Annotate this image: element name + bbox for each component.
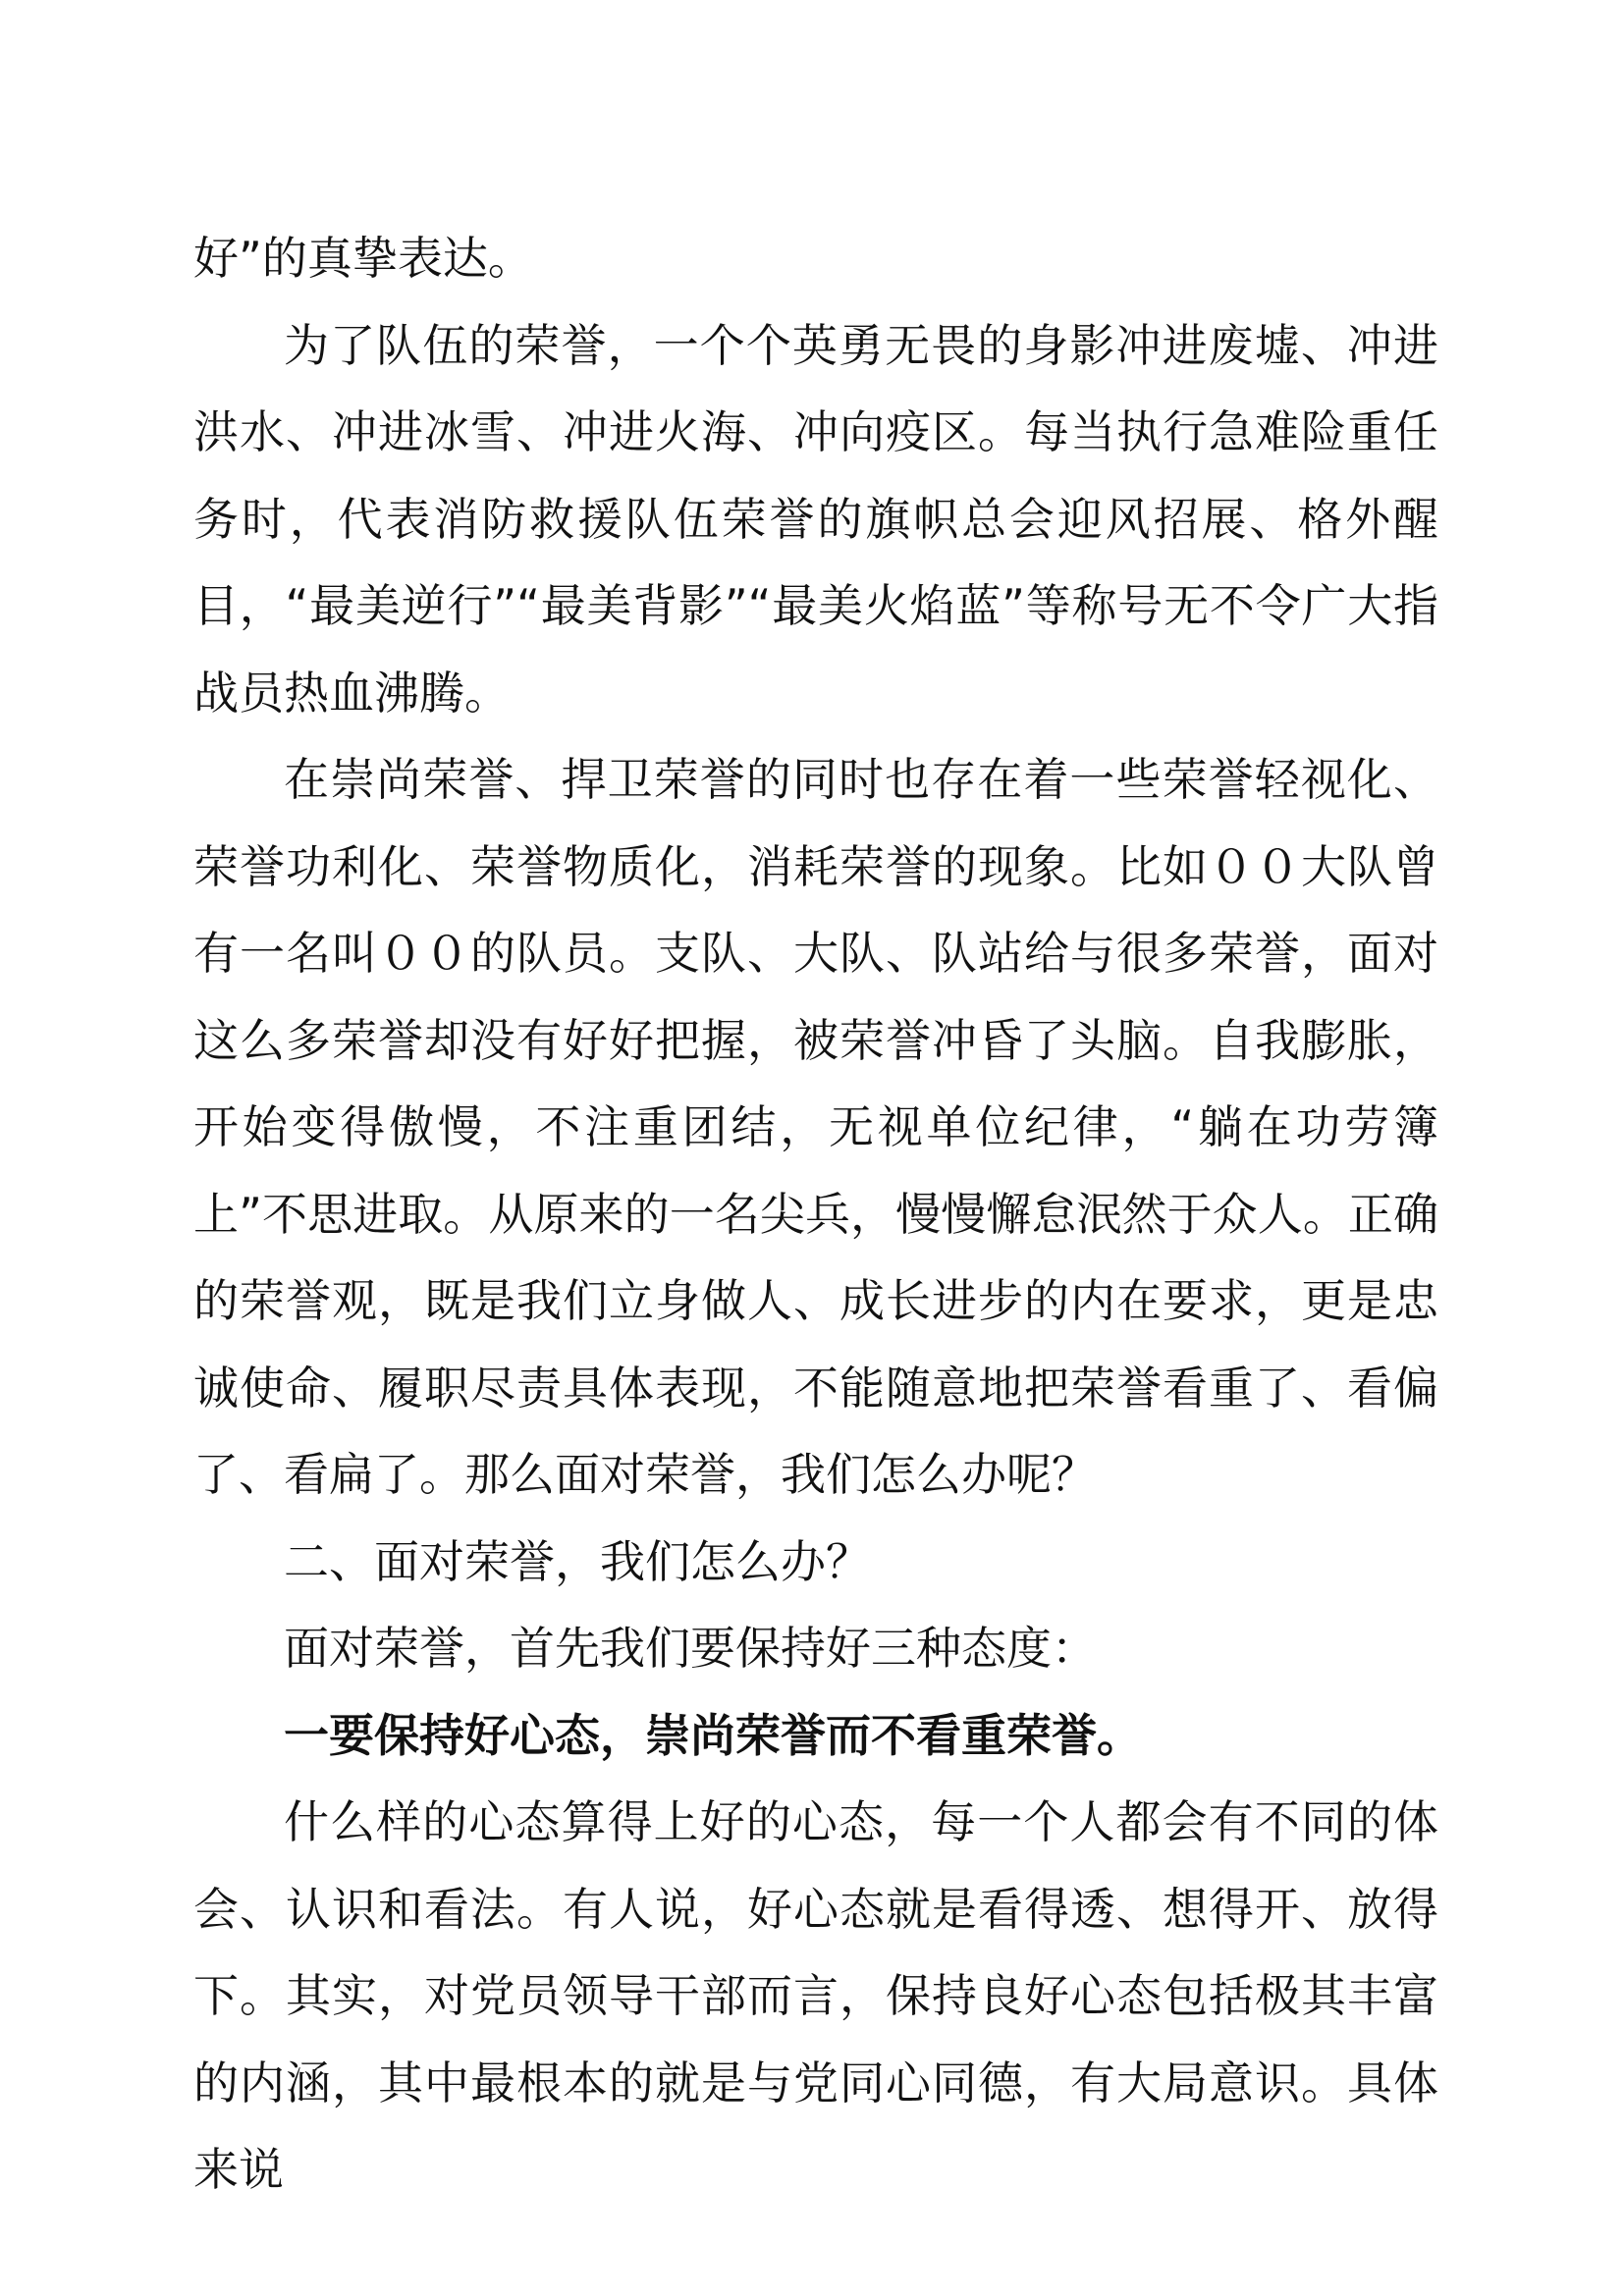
paragraph-honor-brave-figures: 为了队伍的荣誉，一个个英勇无畏的身影冲进废墟、冲进洪水、冲进冰雪、冲进火海、冲向疫区。每当执行急难险重任务时，代表消防救援队伍荣誉的旗帜总会迎风招展、格外醒目，“最美逆行”“最美背影”“最美火焰蓝”等称号无不令广大指战员热血沸腾。: [193, 318, 1438, 720]
paragraph-three-attitudes-intro: 面对荣誉，首先我们要保持好三种态度：: [284, 1622, 1097, 1675]
document-body: [193, 215, 1438, 2214]
paragraph-good-mindset: 什么样的心态算得上好的心态，每一个人都会有不同的体会、认识和看法。有人说，好心态就是看得透、想得开、放得下。其实，对党员领导干部而言，保持良好心态包括极其丰富的内涵，其中最根本的就是与党同心同德，有大局意识。具体来说: [193, 1795, 1438, 2196]
paragraph-continuation: 好”的真挚表达。: [193, 232, 533, 285]
section-heading-how-to-face-honor: 二、面对荣誉，我们怎么办？: [284, 1534, 871, 1588]
subheading-keep-good-mindset: 一要保持好心态，崇尚荣誉而不看重荣誉。: [284, 1708, 1142, 1762]
paragraph-honor-misuse: 在崇尚荣誉、捍卫荣誉的同时也存在着一些荣誉轻视化、荣誉功利化、荣誉物质化，消耗荣誉的现象。比如００大队曾有一名叫００的队员。支队、大队、队站给与很多荣誉，面对这么多荣誉却没有好好把握，被荣誉冲昏了头脑。自我膨胀，开始变得傲慢，不注重团结，无视单位纪律，“躺在功劳簿上”不思进取。从原来的一名尖兵，慢慢懈怠泯然于众人。正确的荣誉观，既是我们立身做人、成长进步的内在要求，更是忠诚使命、履职尽责具体表现，不能随意地把荣誉看重了、看偏了、看扁了。那么面对荣誉，我们怎么办呢？: [193, 753, 1438, 1501]
